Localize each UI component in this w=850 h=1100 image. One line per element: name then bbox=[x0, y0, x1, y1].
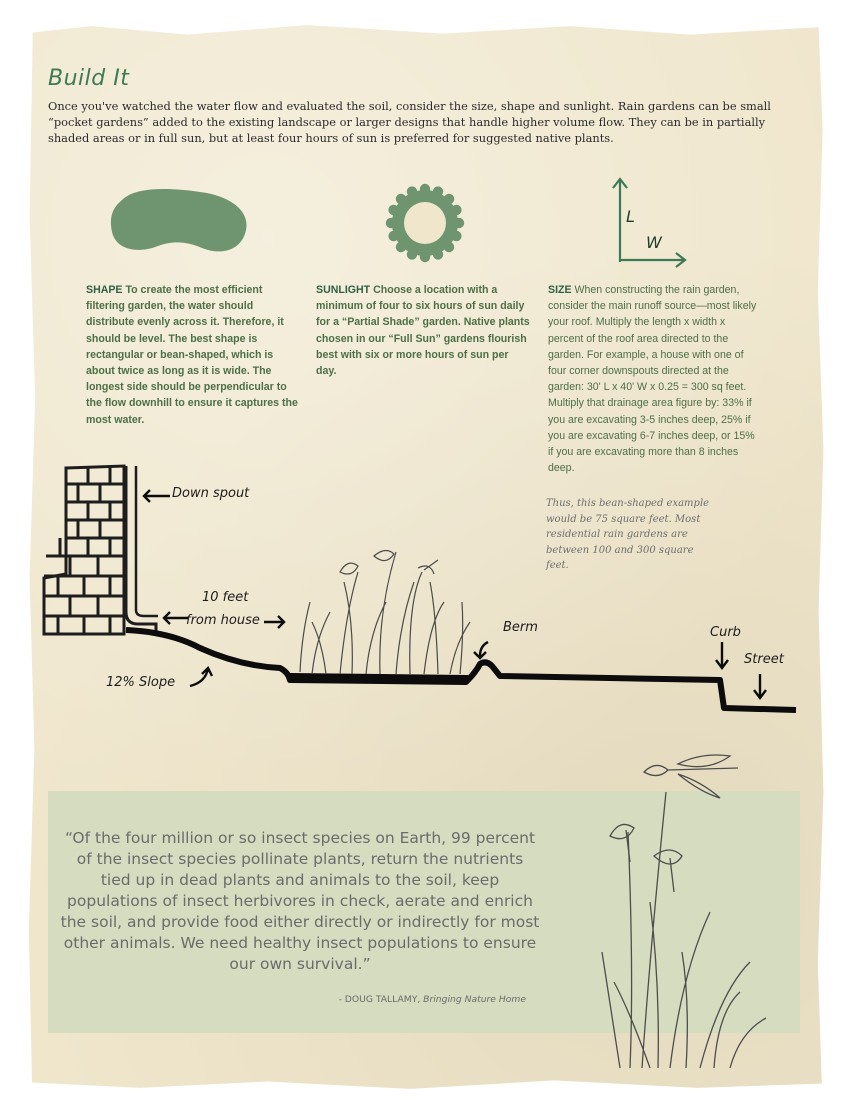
shape-column bbox=[86, 282, 300, 428]
size-column bbox=[548, 282, 758, 476]
sunlight-heading: SUNLIGHT bbox=[316, 284, 371, 296]
sun-icon bbox=[384, 182, 466, 264]
ground-profile bbox=[126, 630, 796, 710]
shape-heading: SHAPE bbox=[86, 284, 123, 296]
distance-label-line2: from house bbox=[186, 613, 260, 628]
size-note: Thus, this bean-shaped example would be 75 square feet. Most residential rain gardens are between 100 and 300 square feet. bbox=[546, 498, 710, 571]
berm-label: Berm bbox=[503, 620, 538, 635]
size-icon-l: L bbox=[626, 207, 635, 226]
curb-label: Curb bbox=[710, 625, 741, 640]
quote-author: - DOUG TALLAMY, bbox=[338, 994, 421, 1005]
dragonfly-grass-illustration bbox=[590, 752, 790, 1072]
rain-garden-plants bbox=[300, 550, 470, 674]
length-width-axes-icon bbox=[604, 176, 690, 268]
street-label: Street bbox=[744, 652, 784, 667]
downspout-pipe bbox=[126, 466, 156, 634]
shape-text: To create the most efficient filtering garden, the water should distribute evenly across it. Therefore, it should be level. The best shape is rectangular or bean-shaped, which is about twice as long as it is wide. The longest side should be perpendicular to the flow downhill to ensure it captures the most water. bbox=[86, 284, 298, 426]
quote-text: “Of the four million or so insect species on Earth, 99 percent of the insect species pollinate plants, return the nutrients tied up in dead plants and animals to the soil, keep populations of insect herbivores in check, aerate and enrich the soil, and provide food either directly or indirectly for most other animals. We need healthy insect populations to ensure our own survival.” bbox=[60, 829, 540, 973]
slope-label: 12% Slope bbox=[106, 675, 176, 690]
brick-wall bbox=[44, 466, 124, 634]
downspout-label: Down spout bbox=[172, 486, 250, 501]
page-title: Build It bbox=[48, 66, 130, 91]
sunlight-column bbox=[316, 282, 530, 379]
quote-attribution bbox=[300, 994, 526, 1005]
quote-book: Bringing Nature Home bbox=[423, 994, 526, 1005]
intro-paragraph: Once you've watched the water flow and evaluated the soil, consider the size, shape and sunlight. Rain gardens can be small “pocket gardens” added to the existing landscape or larger designs that handle higher volume flow. They can be in partially shaded areas or in full sun, but at least four hours of sun is preferred for suggested native plants. bbox=[48, 99, 771, 145]
bean-shape-icon bbox=[110, 186, 250, 258]
size-heading: SIZE bbox=[548, 284, 572, 296]
size-icon-w: W bbox=[646, 233, 662, 252]
sunlight-text: Choose a location with a minimum of four to six hours of sun daily for a “Partial Shade” garden. Native plants chosen in our “Full Sun” gardens flourish best with six or more hours of sun per day. bbox=[316, 284, 530, 378]
distance-label-line1: 10 feet bbox=[202, 590, 249, 605]
size-text: When constructing the rain garden, consider the main runoff source—most likely your roof. Multiply the length x width x percent of the roof area directed to the garden. For example, a house with one of four corner downspouts directed at the garden: 30' L x 40' W x 0.25 = 300 sq feet. Multiply that drainage area figure by: 33% if you are excavating 3-5 inches deep, 25% if you are excavating 6-7 inches deep, or 15% if you are excavating more than 8 inches deep. bbox=[548, 284, 757, 475]
